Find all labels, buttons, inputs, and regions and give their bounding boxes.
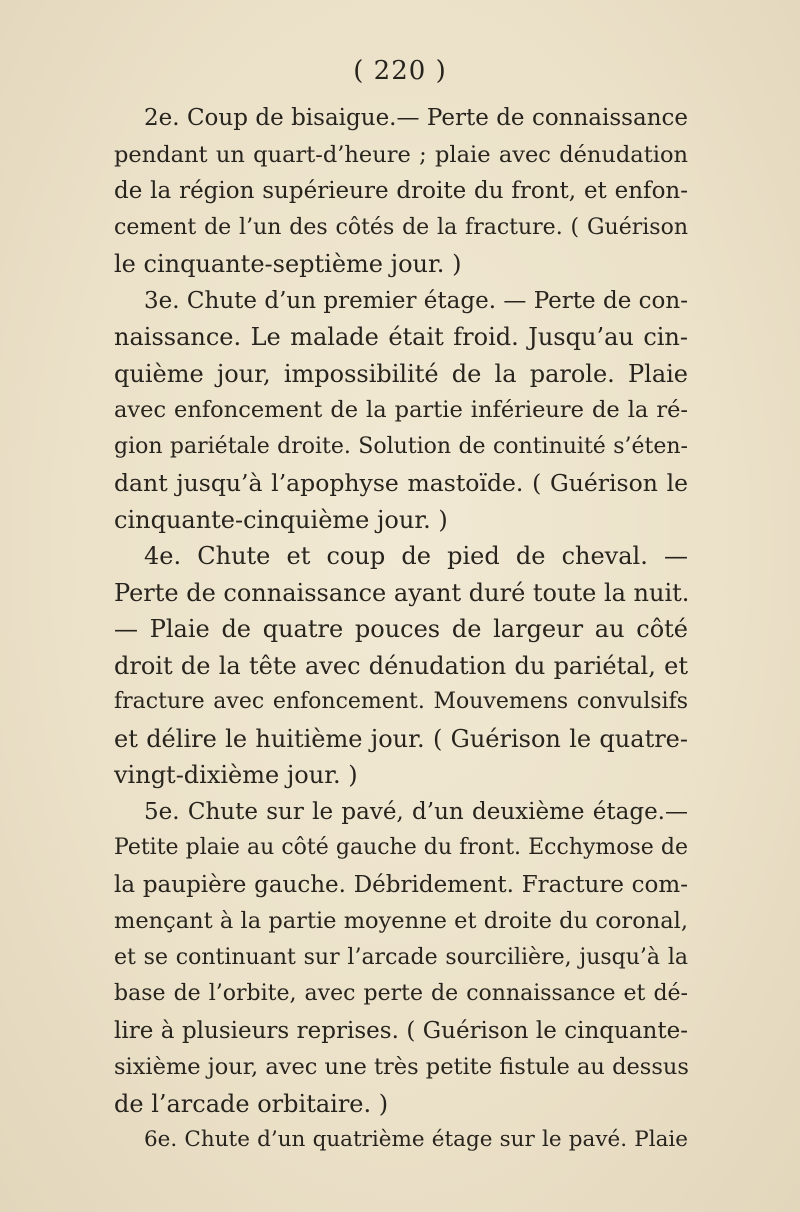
text-line: 5e. Chute sur le pavé, d’un deuxième étage.— (144, 798, 688, 825)
text-line: Petite plaie au côté gauche du front. Ecchymose de (114, 835, 688, 860)
text-line: cement de l’un des côtés de la fracture. ( Guérison (114, 214, 688, 240)
text-line: dant jusqu’à l’apophyse mastoïde. ( Guérison le (114, 469, 688, 497)
paragraph-case-3 (114, 283, 688, 539)
text-line: gion pariétale droite. Solution de continuité s’éten- (114, 433, 688, 459)
text-line: droit de la tête avec dénudation du pariétal, et (114, 651, 688, 680)
text-line: vingt-dixième jour. ) (114, 761, 358, 789)
text-line: avec enfoncement de la partie inférieure de la ré- (114, 397, 688, 423)
paragraph-case-6 (114, 1122, 688, 1159)
paragraph-case-2 (114, 100, 688, 283)
text-line: la paupière gauche. Débridement. Fracture com- (114, 871, 688, 898)
text-line: 3e. Chute d’un premier étage. — Perte de con- (144, 287, 688, 314)
text-line: 6e. Chute d’un quatrième étage sur le pavé. Plaie (144, 1127, 688, 1152)
text-line: de l’arcade orbitaire. ) (114, 1089, 389, 1118)
paragraph-case-5 (114, 794, 688, 1123)
text-line: base de l’orbite, avec perte de connaissance et dé- (114, 981, 688, 1006)
text-line: — Plaie de quatre pouces de largeur au côté (114, 615, 688, 643)
text-line: le cinquante-septième jour. ) (114, 250, 462, 278)
text-line: lire à plusieurs reprises. ( Guérison le cinquante- (114, 1017, 688, 1044)
text-line: et délire le huitième jour. ( Guérison le quatre- (114, 724, 688, 753)
text-line: cinquante-cinquième jour. ) (114, 505, 448, 534)
text-line: sixième jour, avec une très petite fistule au dessus (114, 1054, 689, 1080)
text-line: fracture avec enfoncement. Mouvemens convulsifs (114, 689, 688, 714)
text-body (114, 100, 688, 1159)
text-line: 2e. Coup de bisaigue.— Perte de connaissance (144, 105, 688, 131)
text-line: naissance. Le malade était froid. Jusqu’au cin- (114, 323, 688, 351)
paragraph-case-4 (114, 538, 688, 794)
text-line: quième jour, impossibilité de la parole. Plaie (114, 359, 688, 388)
text-line: mençant à la partie moyenne et droite du coronal, (114, 908, 688, 934)
text-line: 4e. Chute et coup de pied de cheval. — (144, 542, 688, 570)
page-number: ( 220 ) (353, 56, 447, 86)
text-line: Perte de connaissance ayant duré toute la nuit. (114, 578, 690, 607)
text-line: de la région supérieure droite du front, et enfon- (114, 178, 688, 204)
text-line: pendant un quart-d’heure ; plaie avec dénudation (114, 141, 688, 168)
text-line: et se continuant sur l’arcade sourcilière, jusqu’à la (114, 944, 688, 970)
